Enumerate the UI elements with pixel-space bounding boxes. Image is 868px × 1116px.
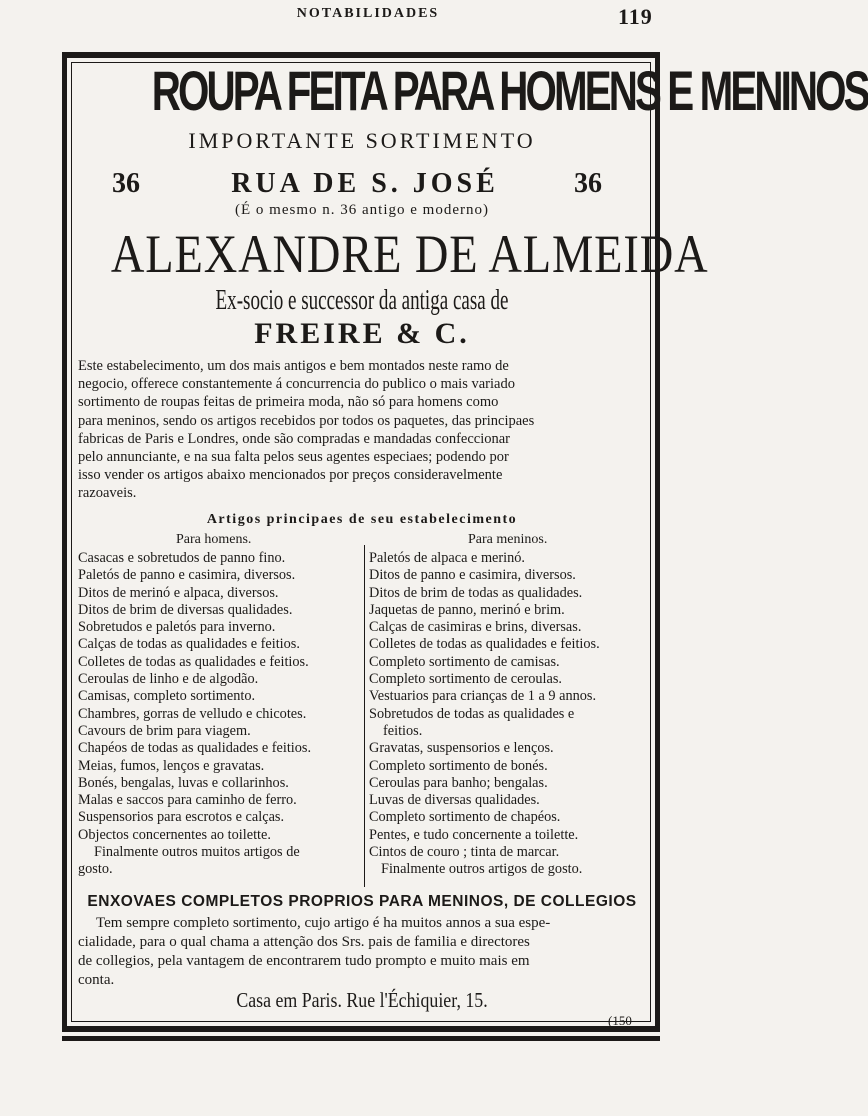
ad-headline: ROUPA FEITA PARA HOMENS E MENINOS bbox=[151, 59, 868, 122]
list-item: Ditos de merinó e alpaca, diversos. bbox=[78, 584, 279, 601]
list-item: Sobretudos de todas as qualidades e bbox=[369, 705, 575, 722]
firm-name: FREIRE & C. bbox=[254, 317, 470, 350]
articles-heading: Artigos principaes de seu estabelecimento bbox=[206, 512, 518, 527]
page-header-title: NOTABILIDADES bbox=[296, 6, 440, 21]
list-item: Chambres, gorras de velludo e chicotes. bbox=[78, 705, 307, 722]
bottom-rule bbox=[62, 1036, 660, 1041]
list-item: Completo sortimento de bonés. bbox=[369, 757, 548, 774]
enxovaes-heading: ENXOVAES COMPLETOS PROPRIOS PARA MENINOS, DE COLLEGIOS bbox=[87, 893, 637, 910]
list-item: Paletós de panno e casimira, diversos. bbox=[78, 567, 296, 584]
list-item: Cavours de brim para viagem. bbox=[78, 722, 251, 739]
intro-paragraph bbox=[78, 357, 654, 503]
list-item: Camisas, completo sortimento. bbox=[78, 688, 256, 705]
address-number-right: 36 bbox=[574, 168, 602, 199]
list-item: Objectos concernentes ao toilette. bbox=[78, 826, 271, 843]
footer-number: (150 bbox=[608, 1013, 632, 1028]
list-item: Ditos de panno e casimira, diversos. bbox=[369, 567, 576, 584]
intro-line: razoaveis. bbox=[78, 485, 137, 502]
list-item: Luvas de diversas qualidades. bbox=[369, 792, 540, 809]
list-item: Calças de todas as qualidades e feitios. bbox=[78, 636, 300, 653]
list-item: Vestuarios para crianças de 1 a 9 annos. bbox=[369, 688, 597, 705]
boys-column-heading: Para meninos. bbox=[468, 532, 548, 547]
proprietor-name: ALEXANDRE DE ALMEIDA bbox=[110, 224, 709, 284]
enxovaes-paragraph bbox=[78, 914, 654, 990]
ad-subheadline: IMPORTANTE SORTIMENTO bbox=[188, 128, 536, 153]
list-item: Casacas e sobretudos de panno fino. bbox=[78, 550, 286, 566]
list-item: Jaquetas de panno, merinó e brim. bbox=[369, 601, 565, 618]
list-item: Malas e saccos para caminho de ferro. bbox=[78, 792, 297, 809]
list-item: Cintos de couro ; tinta de marcar. bbox=[369, 844, 560, 861]
column-divider bbox=[364, 545, 365, 887]
boys-items-list bbox=[369, 550, 600, 879]
list-item: feitios. bbox=[383, 722, 423, 739]
list-item: Ditos de brim de diversas qualidades. bbox=[78, 601, 293, 618]
list-item: Gravatas, suspensorios e lenços. bbox=[369, 740, 554, 757]
intro-line: negocio, offerece constantemente á concurrencia do publico o mais variado bbox=[78, 376, 515, 393]
men-items-list bbox=[78, 550, 311, 879]
enxovaes-line: cialidade, para o qual chama a attenção dos Srs. pais de familia e directores bbox=[78, 934, 530, 950]
men-column-heading: Para homens. bbox=[176, 532, 252, 547]
intro-line: para meninos, sendo os artigos recebidos por todos os paquetes, das principaes bbox=[78, 412, 535, 429]
list-item: Finalmente outros artigos de gosto. bbox=[381, 861, 583, 878]
list-item: Bonés, bengalas, luvas e collarinhos. bbox=[78, 774, 289, 791]
list-item: Colletes de todas as qualidades e feitios. bbox=[369, 636, 600, 653]
list-item: Meias, fumos, lenços e gravatas. bbox=[78, 757, 265, 774]
proprietor-role: Ex-socio e successor da antiga casa de bbox=[215, 285, 509, 316]
list-item: Paletós de alpaca e merinó. bbox=[369, 550, 526, 566]
intro-line: pelo annunciante, e na sua falta pelos seus agentes especiaes; podendo por bbox=[78, 449, 509, 466]
paris-address: Casa em Paris. Rue l'Échiquier, 15. bbox=[236, 988, 488, 1012]
address-number-left: 36 bbox=[112, 168, 140, 199]
list-item: Ceroulas de linho e de algodão. bbox=[78, 671, 259, 688]
list-item: Chapéos de todas as qualidades e feitios. bbox=[78, 740, 312, 757]
intro-line: Este estabelecimento, um dos mais antigos e bem montados neste ramo de bbox=[78, 358, 509, 374]
list-item: Suspensorios para escrotos e calças. bbox=[78, 809, 285, 826]
list-item: Completo sortimento de camisas. bbox=[369, 653, 560, 670]
enxovaes-line: de collegios, pela vantagem de encontrarem tudo prompto e muito mais em bbox=[78, 953, 530, 969]
intro-line: isso vender os artigos abaixo mencionados por preços consideravelmente bbox=[78, 467, 503, 484]
list-item: Finalmente outros muitos artigos de bbox=[94, 844, 300, 861]
list-item: gosto. bbox=[78, 861, 113, 878]
intro-line: sortimento de roupas feitas de primeira moda, não só para homens como bbox=[78, 394, 499, 411]
enxovaes-line: conta. bbox=[78, 972, 115, 988]
address-note: (É o mesmo n. 36 antigo e moderno) bbox=[235, 202, 489, 218]
list-item: Calças de casimiras e brins, diversas. bbox=[369, 619, 582, 636]
intro-line: fabricas de Paris e Londres, onde são compradas e mandadas confeccionar bbox=[78, 430, 510, 447]
list-item: Sobretudos e paletós para inverno. bbox=[78, 619, 276, 636]
list-item: Completo sortimento de ceroulas. bbox=[369, 671, 562, 688]
list-item: Completo sortimento de chapéos. bbox=[369, 809, 561, 826]
list-item: Pentes, e tudo concernente a toilette. bbox=[369, 826, 579, 843]
page-number: 119 bbox=[618, 4, 653, 29]
enxovaes-line: Tem sempre completo sortimento, cujo artigo é ha muitos annos a sua espe- bbox=[96, 915, 551, 931]
address-street: RUA DE S. JOSÉ bbox=[231, 168, 499, 199]
list-item: Ceroulas para banho; bengalas. bbox=[369, 774, 548, 791]
list-item: Ditos de brim de todas as qualidades. bbox=[369, 584, 583, 601]
list-item: Colletes de todas as qualidades e feitios. bbox=[78, 653, 309, 670]
